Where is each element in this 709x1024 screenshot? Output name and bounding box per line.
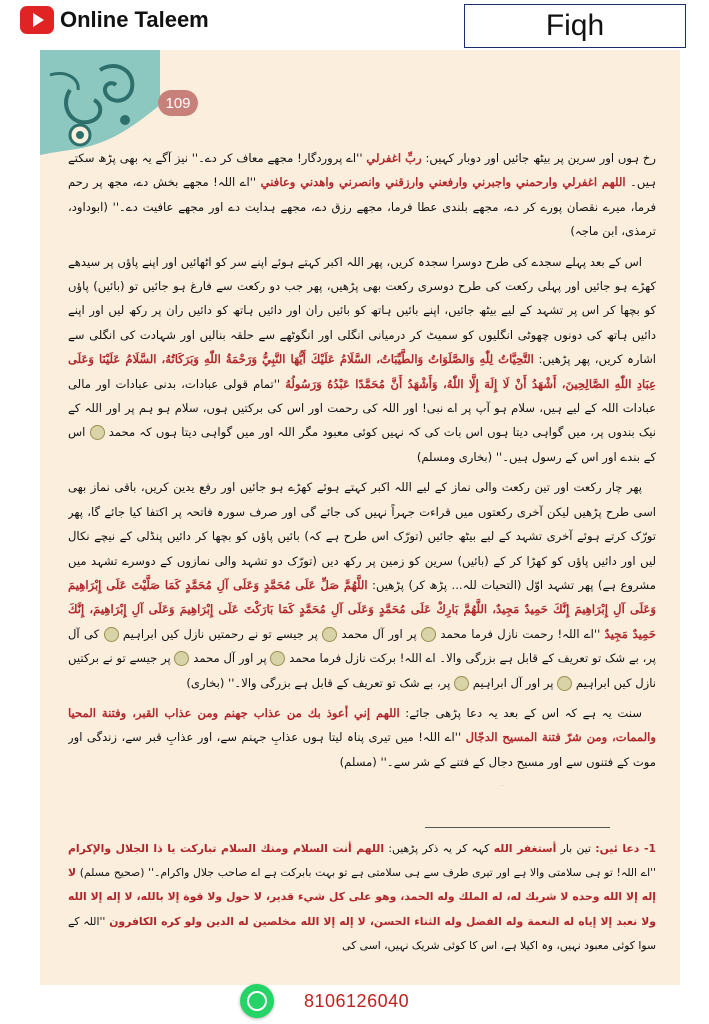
paragraph: رخ ہوں اور سرین پر بیٹھ جائیں اور دوبار کہیں: ربِّ اغفرلي ''اے پروردگار! مجھے معاف کر دے۔'' نیز آگے یہ بھی پڑھ سکتے ہیں۔ اللهم اغفرلي وارحمني واجبرني وارفعني وارزقني وانصرني واهدني وعافني ''اے اللہ! مجھے بخش دے، مجھ پر رحم فرما، میرے نقصان پورے کر دے، مجھے بلندی عطا فرما، مجھے رزق دے، مجھے ہدایت دے اور مجھے عافیت دے۔'' (ابوداود، ترمذی، ابن ماجہ) [68, 151, 656, 239]
alayhis-salam-symbol-icon [454, 676, 469, 691]
paragraph: سنت یہ ہے کہ اس کے بعد یہ دعا پڑھی جائے: اللهم إني أعوذ بك من عذاب جهنم ومن عذاب القبر، وفتنة المحيا والممات، ومن شرّ فتنة المسيح الدجّال ''اے اللہ! میں تیری پناہ لیتا ہوں عذابِ جہنم سے، اور عذابِ قبر سے، زندگی اور موت کے فتنوں سے اور مسیح دجال کے فتنے کے شر سے۔'' (مسلم) [68, 705, 656, 769]
salawat-symbol-icon [174, 651, 189, 666]
arabic-tashahhud: التَّحِيَّاتُ لِلّٰهِ وَالصَّلَوَاتُ وَالطَّيِّبَاتُ، السَّلَامُ عَلَيْكَ أَيُّهَا النَّبِيُّ وَرَحْمَةُ اللّٰهِ وَبَرَكَاتُهُ، السَّلَامُ عَلَيْنَا وَعَلَى عِبَادِ اللّٰهِ الصَّالِحِينَ، أَشْهَدُ أَنْ لَا إِلَهَ إِلَّا اللّٰهُ، وَأَشْهَدُ أَنَّ مُحَمَّدًا عَبْدُهُ وَرَسُولُهُ [68, 352, 656, 391]
brand-header [20, 6, 209, 34]
book-page [40, 50, 680, 985]
footnote: 1- دعا ئیں: تین بار أستغفر الله کہہ کر یہ ذکر پڑھیں: اللهم أنت السلام ومنك السلام تباركت يا ذا الجلال والإكرام ''اے اللہ! تو ہی سلامتی والا ہے اور تیری طرف سے ہی سلامتی ہے تو بہت بابرکت ہے اے صاحب جلال واکرام۔'' (صحیح مسلم) لا إله إلا الله وحده لا شريك له، له الملك وله الحمد، وهو على كل شيء قدير، لا حول ولا قوة إلا بالله، لا إله إلا الله ولا نعبد إلا إياه له النعمة وله الفضل وله الثناء الحسن، لا إله إلا الله مخلصين له الدين ولو كره الكافرون ''اللہ کے سوا کوئی معبود نہیں، وہ اکیلا ہے، اس کا کوئی شریک نہیں، اسی کی [68, 842, 656, 952]
footnote-divider [425, 827, 610, 828]
footnote-number: 1- دعا ئیں: [595, 842, 656, 855]
whatsapp-icon[interactable] [240, 984, 274, 1018]
salawat-symbol-icon [322, 627, 337, 642]
alayhis-salam-symbol-icon [104, 627, 119, 642]
salawat-symbol-icon [90, 425, 105, 440]
contact-footer [240, 984, 409, 1018]
subject-label [464, 4, 686, 48]
main-text [68, 146, 656, 786]
arabic-durood: اللَّهُمَّ صَلِّ عَلَى مُحَمَّدٍ وَعَلَى آلِ مُحَمَّدٍ كَمَا صَلَّيْتَ عَلَى إِبْرَاهِيمَ وَعَلَى آلِ إِبْرَاهِيمَ إِنَّكَ حَمِيدٌ مَجِيدٌ، اللَّهُمَّ بَارِكْ عَلَى مُحَمَّدٍ وَعَلَى آلِ مُحَمَّدٍ كَمَا بَارَكْتَ عَلَى إِبْرَاهِيمَ وَعَلَى آلِ إِبْرَاهِيمَ، إِنَّكَ حَمِيدٌ مَجِيدٌ [68, 577, 656, 641]
subject-text: Fiqh [545, 9, 605, 42]
salawat-symbol-icon [421, 627, 436, 642]
salawat-symbol-icon [270, 651, 285, 666]
page-number: 109 [158, 90, 198, 116]
paragraph: اس کے بعد پہلے سجدے کی طرح دوسرا سجدہ کریں، پھر اللہ اکبر کہتے ہوئے اپنے سر کو اٹھائیں اور اپنے پاؤں پر سیدھے کھڑے ہو جائیں اور پہلی رکعت کی طرح دوسری رکعت بھی پڑھیں، پھر جب دو رکعت سے فارغ ہو جائیں تو (بائیں) پاؤں کو بچھا کر اس پر تشہد کے لیے بیٹھ جائیں، اپنے بائیں ہاتھ کو بائیں ران اور دائیں ہاتھ کو دائیں ران پر رکھ لیں اور اپنے دائیں ہاتھ کی دونوں چھوٹی انگلیوں کو سمیٹ کر درمیانی انگلی اور انگوٹھے سے حلقہ بنالیں اور شہادت کی انگلی سے اشارہ کریں، پھر پڑھیں: التَّحِيَّاتُ لِلّٰهِ وَالصَّلَوَاتُ وَالطَّيِّبَاتُ، السَّلَامُ عَلَيْكَ أَيُّهَا النَّبِيُّ وَرَحْمَةُ اللّٰهِ وَبَرَكَاتُهُ، السَّلَامُ عَلَيْنَا وَعَلَى عِبَادِ اللّٰهِ الصَّالِحِينَ، أَشْهَدُ أَنْ لَا إِلَهَ إِلَّا اللّٰهُ، وَأَشْهَدُ أَنَّ مُحَمَّدًا عَبْدُهُ وَرَسُولُهُ ''تمام قولی عبادات، بدنی عبادات اور مالی عبادات اللہ کے لیے ہیں، سلام ہو آپ پر اے نبی! اور اللہ کی رحمت اور اس کی برکتیں ہوں، سلام ہو ہم پر اور اللہ کے نیک بندوں پر، میں گواہی دیتا ہوں اس بات کی کہ نہیں کوئی معبود مگر اللہ اور میں گواہی دیتا ہوں کہ محمد اس کے بندے اور اس کے رسول ہیں۔'' (بخاری ومسلم) [68, 254, 656, 464]
arabic-dua: اللهم اغفرلي وارحمني واجبرني وارفعني وارزقني وانصرني واهدني وعافني [260, 175, 626, 190]
floral-ornament-icon [40, 50, 160, 155]
arabic-phrase: ربِّ اغفرلي [366, 151, 422, 165]
paragraph [68, 780, 656, 786]
arabic-dua: اللهم إني أعوذ بك من عذاب جهنم ومن عذاب القبر، وفتنة المحيا والممات، ومن شرّ فتنة المسيح الدجّال [68, 705, 656, 745]
alayhis-salam-symbol-icon [557, 676, 572, 691]
youtube-play-icon [20, 6, 54, 34]
paragraph: پھر چار رکعت اور تین رکعت والی نماز کے لیے اللہ اکبر کہتے ہوئے کھڑے ہو جائیں اور رفع یدین کریں، باقی نماز بھی اسی طرح پڑھیں لیکن آخری رکعتوں میں قراءت جہراً نہیں کی جائے گی اور صرف سورہ فاتحہ پر اکتفا کیا جائے گا، پھر تورّک کرتے ہوئے آخری تشہد کے لیے بیٹھ جائیں (تورّک اس طرح ہے کہ) بائیں پاؤں کو بچھا کر دائیں پنڈلی کے نیچے نکال لیں اور دائیں پاؤں کو کھڑا کر کے (بائیں) سرین کو زمین پر رکھ دیں (تورّک دو تشہد والی نمازوں کے دوسرے تشہد میں مشروع ہے) پھر تشہد اوّل (التحیات للہ... پڑھ کر) پڑھیں: اللَّهُمَّ صَلِّ عَلَى مُحَمَّدٍ وَعَلَى آلِ مُحَمَّدٍ كَمَا صَلَّيْتَ عَلَى إِبْرَاهِيمَ وَعَلَى آلِ إِبْرَاهِيمَ إِنَّكَ حَمِيدٌ مَجِيدٌ، اللَّهُمَّ بَارِكْ عَلَى مُحَمَّدٍ وَعَلَى آلِ مُحَمَّدٍ كَمَا بَارَكْتَ عَلَى إِبْرَاهِيمَ وَعَلَى آلِ إِبْرَاهِيمَ، إِنَّكَ حَمِيدٌ مَجِيدٌ ''اے اللہ! رحمت نازل فرما محمد پر اور آل محمد پر جیسے تو نے رحمتیں نازل کیں ابراہیم کی آل پر، بے شک تو تعریف کے قابل ہے بزرگی والا۔ اے اللہ! برکت نازل فرما محمد پر اور آل محمد پر جیسے تو نے برکتیں نازل کیں ابراہیم پر اور آل ابراہیم پر، بے شک تو تعریف کے قابل ہے بزرگی والا۔'' (بخاری) [68, 480, 656, 690]
brand-name: Online Taleem [60, 7, 209, 32]
phone-number[interactable]: 8106126040 [304, 990, 410, 1011]
